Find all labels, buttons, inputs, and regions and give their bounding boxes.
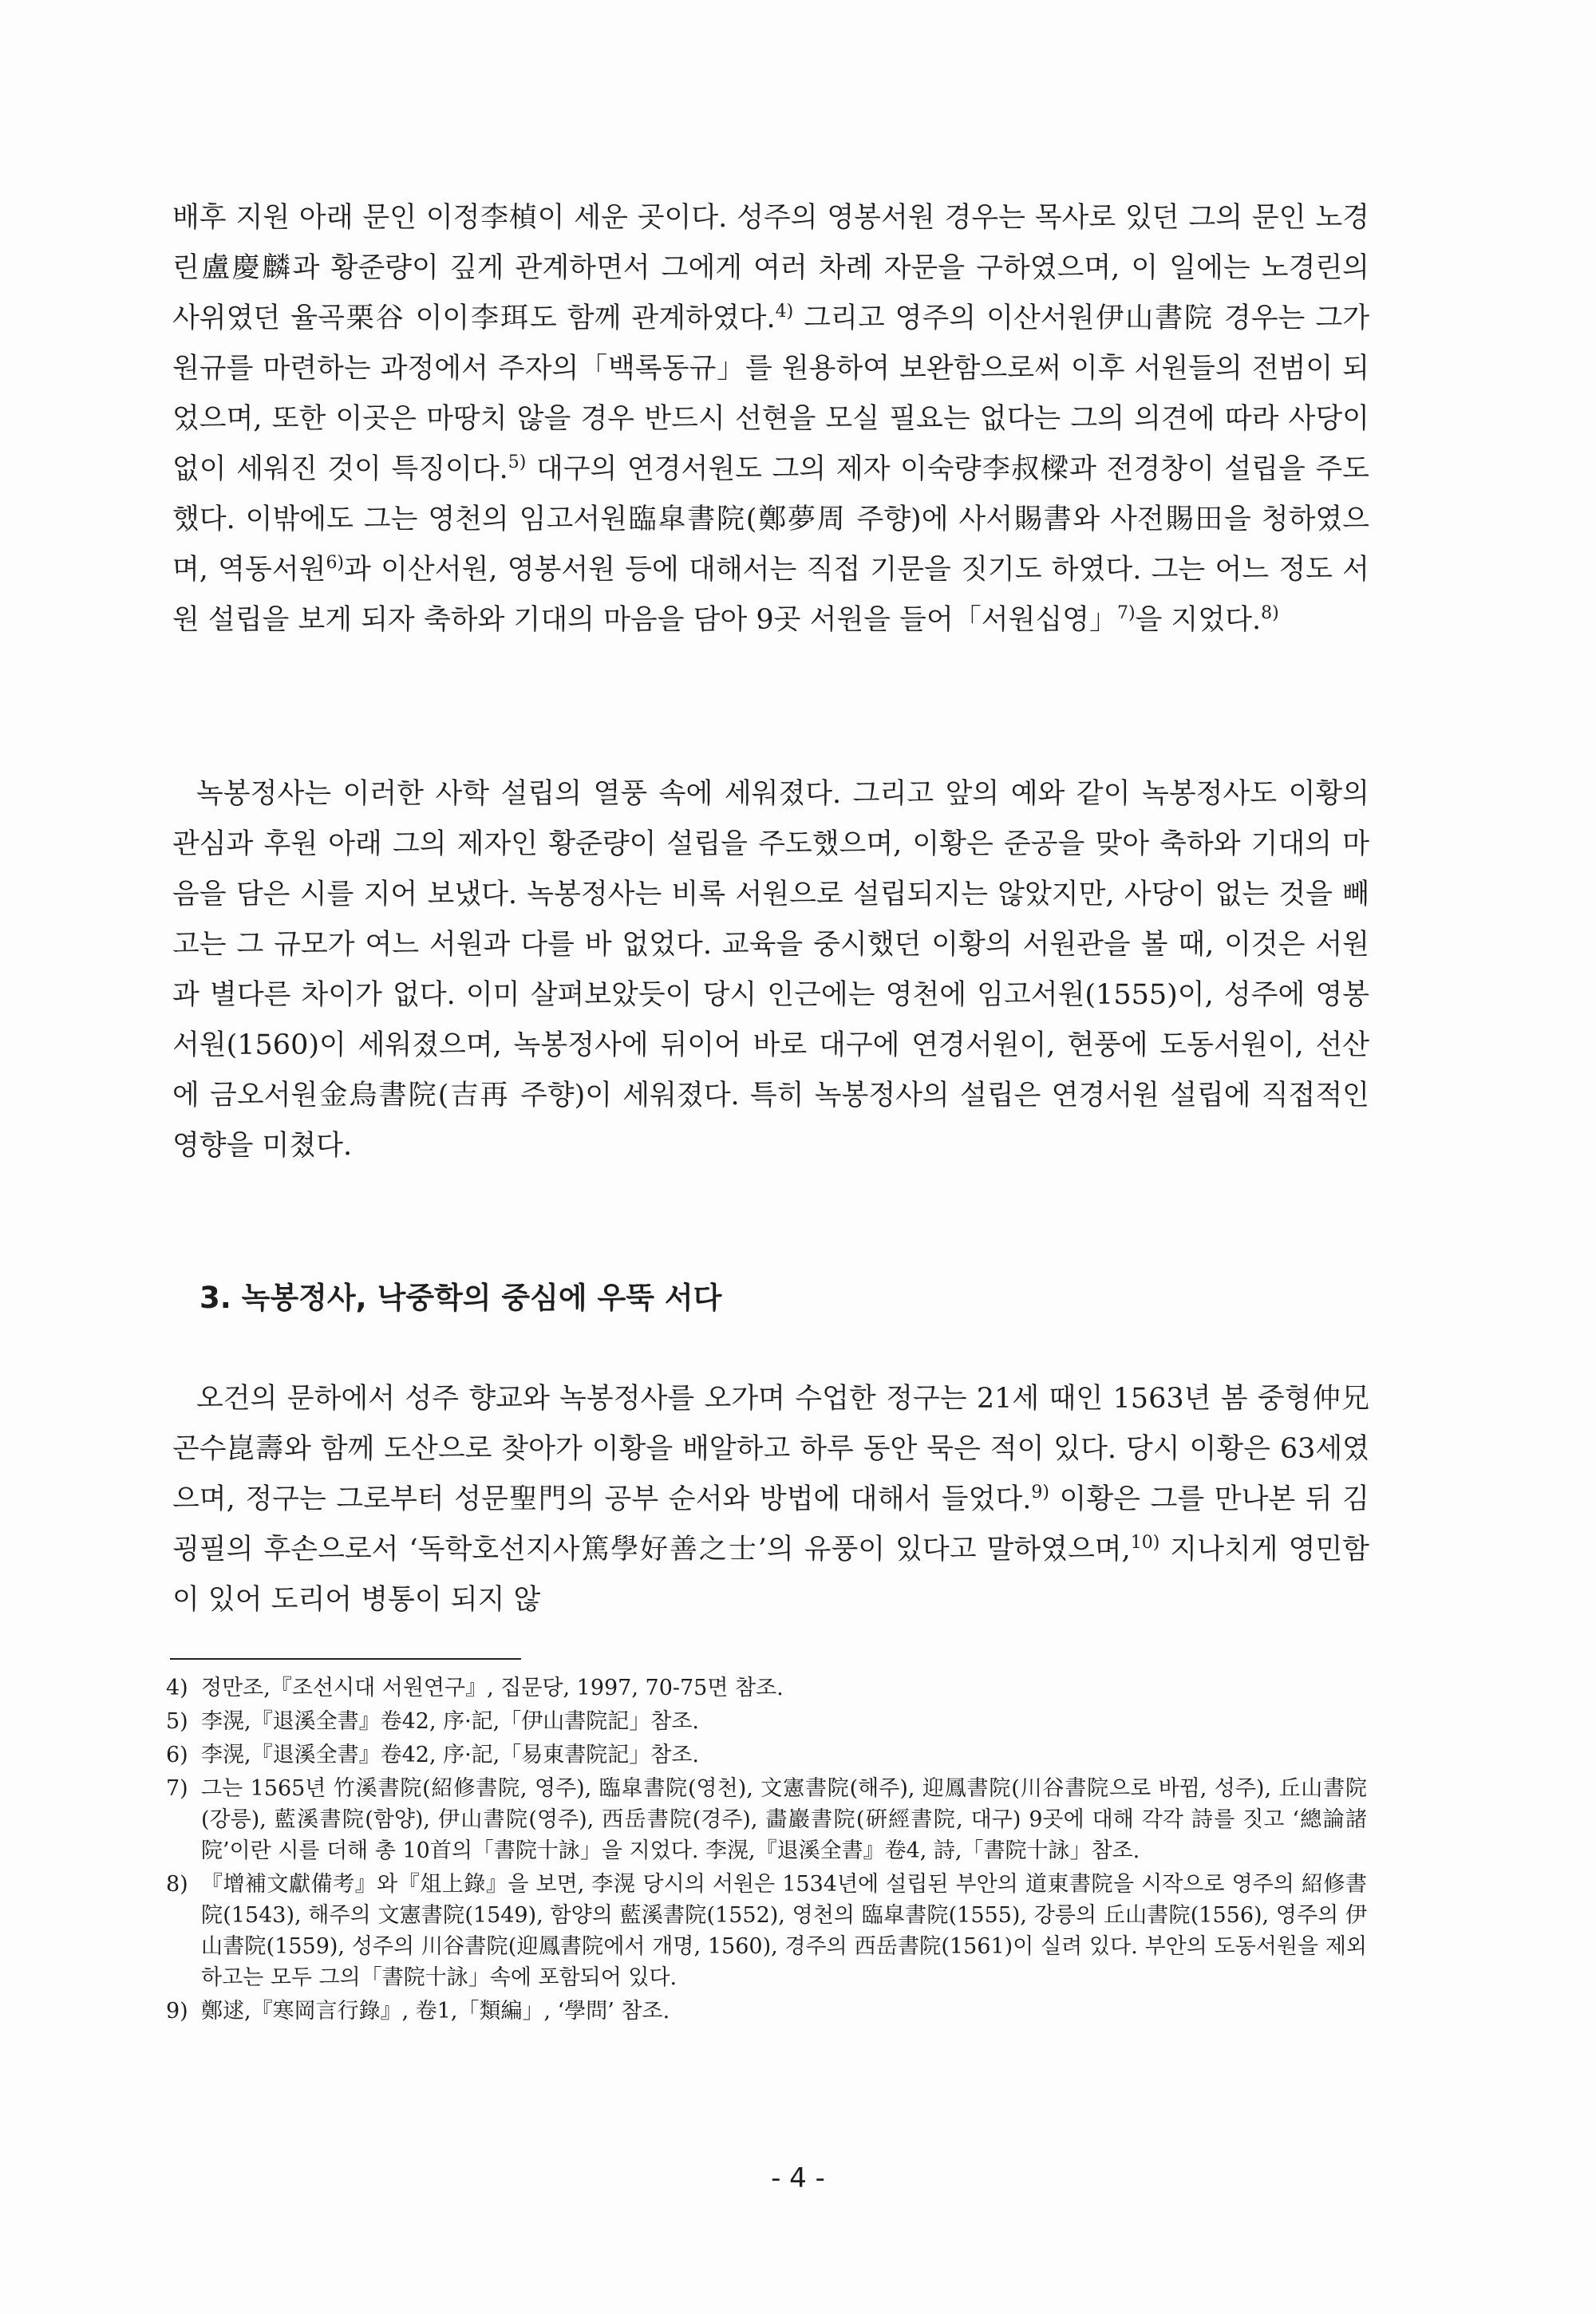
footnote-item [166, 1773, 1367, 1866]
body-paragraph-2: 녹봉정사는 이러한 사학 설립의 열풍 속에 세워졌다. 그리고 앞의 예와 같이 녹봉정사도 이황의 관심과 후원 아래 그의 제자인 황준량이 설립을 주도했으며, 이황은 준공을 맞아 축하와 기대의 마음을 담은 시를 지어 보냈다. 녹봉정사는 비록 서원으로 설립되지는 않았지만, 사당이 없는 것을 빼고는 그 규모가 여느 서원과 다를 바 없었다. 교육을 중시했던 이황의 서원관을 볼 때, 이것은 서원과 별다른 차이가 없다. 이미 살펴보았듯이 당시 인근에는 영천에 임고서원(1555)이, 성주에 영봉서원(1560)이 세워졌으며, 녹봉정사에 뒤이어 바로 대구에 연경서원이, 현풍에 도동서원이, 선산에 금오서원金烏書院(吉再 주향)이 세워졌다. 특히 녹봉정사의 설립은 연경서원 설립에 직접적인 영향을 미쳤다. [172, 778, 1369, 1162]
paragraph-text: 지나치게 영민함이 있어 도리어 병통이 되지 않 [172, 1534, 1369, 1616]
paragraph-text: 배후 지원 아래 문인 이정李楨이 세운 곳이다. 성주의 영봉서원 경우는 목사로 있던 그의 문인 노경린盧慶麟과 황준량이 깊게 관계하면서 그에게 여러 차례 자문을 구하였으며, 이 일에는 노경린의 사위였던 율곡栗谷 이이李珥도 함께 관계하였다. [172, 202, 1369, 334]
footnote-item [166, 1869, 1367, 1993]
footnote-number: 9) [166, 1999, 188, 2024]
paragraph-text: 그리고 영주의 이산서원伊山書院 경우는 그가 원규를 마련하는 과정에서 주자의「백록동규」를 원용하여 보완함으로써 이후 서원들의 전범이 되었으며, 또한 이곳은 마땅치 않을 경우 반드시 선현을 모실 필요는 없다는 그의 의견에 따라 사당이 없이 세워진 것이 특징이다. [172, 302, 1369, 485]
footnote-number: 4) [166, 1676, 188, 1700]
footnote-list [166, 1672, 1367, 2029]
footnote-text: 그는 1565년 竹溪書院(紹修書院, 영주), 臨皐書院(영천), 文憲書院(해주), 迎鳳書院(川谷書院으로 바뀜, 성주), 丘山書院(강릉), 藍溪書院(함양), 伊山書院(영주), 西岳書院(경주), 畵巖書院(硏經書院, 대구) 9곳에 대해 각각 詩를 짓고 ‘總論諸院’이란 시를 더해 총 10首의「書院十詠」을 지었다. 李滉,『退溪全書』卷4, 詩,「書院十詠」참조. [201, 1776, 1367, 1863]
footnote-text: 鄭逑,『寒岡言行錄』, 卷1,「類編」, ‘學問’ 참조. [201, 1999, 670, 2024]
footnote-number: 6) [166, 1743, 188, 1767]
body-paragraph-1 [172, 193, 1369, 646]
paragraph-text: 오건의 문하에서 성주 향교와 녹봉정사를 오가며 수업한 정구는 21세 때인 1563년 봄 중형仲兄 곤수崑壽와 함께 도산으로 찾아가 이황을 배알하고 하루 동안 묵은 적이 있다. 당시 이황은 63세였으며, 정구는 그로부터 성문聖門의 공부 순서와 방법에 대해서 들었다. [172, 1383, 1369, 1515]
section-heading: 3. 녹봉정사, 낙중학의 중심에 우뚝 서다 [200, 1281, 722, 1315]
paragraph-text: 을 지었다. [1135, 604, 1262, 636]
footnote-text: 『增補文獻備考』와『俎上錄』을 보면, 李滉 당시의 서원은 1534년에 설립된 부안의 道東書院을 시작으로 영주의 紹修書院(1543), 해주의 文憲書院(1549), 함양의 藍溪書院(1552), 영천의 臨皐書院(1555), 강릉의 丘山書院(1556), 영주의 伊山書院(1559), 성주의 川谷書院(迎鳳書院에서 개명, 1560), 경주의 西岳書院(1561)이 실려 있다. 부안의 도동서원을 제외하고는 모두 그의「書院十詠」속에 포함되어 있다. [201, 1872, 1367, 1990]
footnote-ref-9[interactable]: 9) [1031, 1483, 1049, 1503]
footnote-ref-4[interactable]: 4) [775, 302, 794, 322]
footnote-item [166, 1672, 1367, 1704]
footnote-text: 정만조,『조선시대 서원연구』, 집문당, 1997, 70-75면 참조. [201, 1676, 784, 1700]
paragraph-text: 대구의 연경서원도 그의 제자 이숙량李叔樑과 전경창이 설립을 주도했다. 이밖에도 그는 영천의 임고서원臨皐書院(鄭夢周 주향)에 사서賜書와 사전賜田을 청하였으며, 역동서원 [172, 453, 1369, 586]
paragraph-text: 과 이산서원, 영봉서원 등에 대해서는 직접 기문을 짓기도 하였다. 그는 어느 정도 서원 설립을 보게 되자 축하와 기대의 마음을 담아 9곳 서원을 들어「서원십영」 [172, 554, 1369, 636]
footnote-number: 8) [166, 1872, 188, 1897]
footnote-item [166, 1706, 1367, 1737]
footnote-ref-7[interactable]: 7) [1117, 603, 1136, 623]
footnote-ref-8[interactable]: 8) [1261, 603, 1279, 623]
footnote-divider [170, 1658, 521, 1660]
footnote-ref-5[interactable]: 5) [508, 452, 527, 472]
page-number: - 4 - [771, 2162, 825, 2194]
footnote-ref-6[interactable]: 6) [326, 553, 345, 573]
paragraph-text: 이황은 그를 만나본 뒤 김굉필의 후손으로서 ‘독학호선지사篤學好善之士’의 유풍이 있다고 말하였으며, [172, 1483, 1369, 1566]
footnote-number: 7) [166, 1776, 188, 1801]
footnote-number: 5) [166, 1709, 188, 1734]
footnote-item [166, 1996, 1367, 2027]
footnote-item [166, 1739, 1367, 1771]
footnote-ref-10[interactable]: 10) [1130, 1533, 1160, 1553]
body-paragraph-3 [172, 1374, 1369, 1625]
footnote-text: 李滉,『退溪全書』卷42, 序·記,「伊山書院記」참조. [201, 1709, 700, 1734]
footnote-text: 李滉,『退溪全書』卷42, 序·記,「易東書院記」참조. [201, 1743, 700, 1767]
